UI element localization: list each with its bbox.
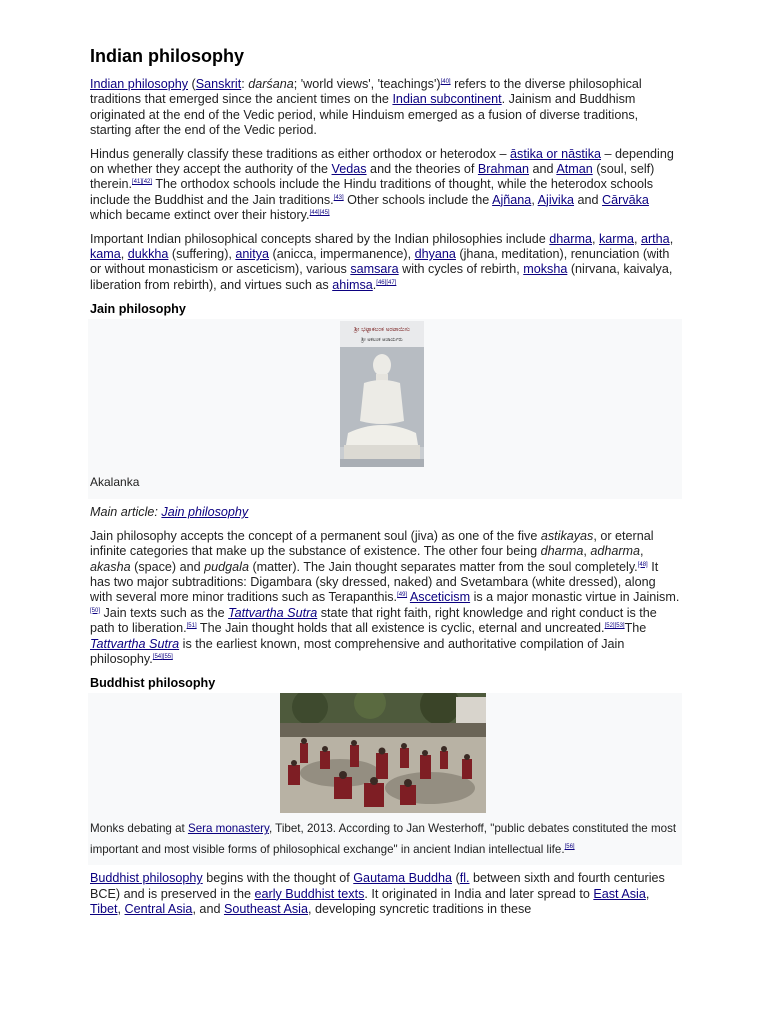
link-vedas[interactable]: Vedas xyxy=(331,162,367,177)
link-floruit[interactable]: fl. xyxy=(459,871,470,886)
link-buddhist-philosophy[interactable]: Buddhist philosophy xyxy=(90,871,203,886)
ref-49[interactable]: [49] xyxy=(397,592,408,599)
buddhist-paragraph: Buddhist philosophy begins with the thought of Gautama Buddha (fl. between sixth and fourth centuries BCE) and is preserved in the early Buddhist texts. It originated in India and later spread to East Asia, Tibet, Central Asia, and Southeast Asia, developing syncretic traditions in these xyxy=(90,871,665,917)
link-sanskrit[interactable]: Sanskrit xyxy=(195,77,242,91)
akalanka-statue-illustration xyxy=(340,321,424,467)
link-indian-subcontinent[interactable]: Indian subcontinent xyxy=(392,92,502,107)
ref-44[interactable]: [44] xyxy=(309,210,320,217)
link-artha[interactable]: artha xyxy=(640,231,670,246)
ref-45[interactable]: [45] xyxy=(319,210,330,217)
figure-caption-akalanka: Akalanka xyxy=(90,475,140,490)
link-ajnana[interactable]: Ajñana xyxy=(492,192,532,207)
link-gautama-buddha[interactable]: Gautama Buddha xyxy=(353,871,452,886)
link-tibet[interactable]: Tibet xyxy=(90,902,118,917)
link-atman[interactable]: Atman xyxy=(556,162,593,177)
ref-50[interactable]: [50] xyxy=(90,607,101,614)
ref-48[interactable]: [48] xyxy=(637,561,648,568)
ref-55[interactable]: [55] xyxy=(162,653,173,660)
ref-54[interactable]: [54] xyxy=(152,653,163,660)
ref-51[interactable]: [51] xyxy=(186,623,197,630)
link-dharma[interactable]: dharma xyxy=(549,231,592,246)
link-kama[interactable]: kama xyxy=(90,247,121,262)
monks-debating-illustration xyxy=(280,693,486,813)
link-early-buddhist-texts[interactable]: early Buddhist texts xyxy=(254,886,365,901)
jain-paragraph: Jain philosophy accepts the concept of a permanent soul (jiva) as one of the five astikayas, or eternal infinite categories that make up the substance of existence. The other four being dharma, adharma, akasha (space) and pudgala (matter). The Jain thought separates matter from the soul completely.[48] It has two major subtraditions: Digambara (sky dressed, naked) and Svetambara (white dressed), along with several more minor traditions such as Terapanthis.[49] Asceticism is a major monastic virtue in Jainism.[50] Jain texts such as the Tattvartha Sutra state that right faith, right knowledge and right conduct is the path to liberation.[51] The Jain thought holds that all existence is cyclic, eternal and uncreated.[52][53]The Tattvartha Sutra is the earliest known, most comprehensive and authoritative compilation of Jain philosophy.[54][55] xyxy=(90,528,680,666)
link-karma[interactable]: karma xyxy=(598,231,634,246)
article-content xyxy=(90,44,680,926)
figure-akalanka xyxy=(88,319,682,499)
sign-text-line2: ಶ್ರೀ ಅಕಲಂಕ ಆಚಾರ್ಯರು xyxy=(361,337,403,344)
link-anitya[interactable]: anitya xyxy=(235,247,269,262)
link-ahimsa[interactable]: ahimsa xyxy=(332,277,373,292)
link-main-article-jain[interactable]: Jain philosophy xyxy=(161,505,249,520)
ref-40[interactable]: [40] xyxy=(440,79,451,85)
main-article-hatnote: Main article: Jain philosophy xyxy=(90,505,249,520)
ref-46[interactable]: [46] xyxy=(376,279,387,286)
section-heading-buddhist: Buddhist philosophy xyxy=(90,676,216,691)
link-sera-monastery[interactable]: Sera monastery xyxy=(187,822,269,836)
figure-sera-monastery xyxy=(88,693,682,865)
link-brahman[interactable]: Brahman xyxy=(477,162,529,177)
link-tattvartha-sutra[interactable]: Tattvartha Sutra xyxy=(228,605,318,620)
link-moksha[interactable]: moksha xyxy=(523,262,568,277)
akalanka-statue-image[interactable] xyxy=(340,321,424,467)
link-ajivika[interactable]: Ajivika xyxy=(537,192,575,207)
sign-text-line1: ಶ್ರೀ ಭಟ್ಟಾಕಲಂಕ ಅಂಟಾಯಿಸು xyxy=(354,326,410,334)
ref-47[interactable]: [47] xyxy=(386,279,397,286)
ref-42[interactable]: [42] xyxy=(142,179,153,186)
concepts-paragraph: Important Indian philosophical concepts shared by the Indian philosophies include dharma, karma, artha, kama, dukkha (suffering), anitya (anicca, impermanence), dhyana (jhana, meditation), renunciation (with or without monasticism or asceticism), various samsara with cycles of rebirth, moksha (nirvana, kaivalya, liberation from rebirth), and virtues such as ahimsa.[46][47] xyxy=(90,231,674,292)
page-title: Indian philosophy xyxy=(90,46,244,66)
link-carvaka[interactable]: Cārvāka xyxy=(602,192,649,207)
ref-43[interactable]: [43] xyxy=(333,194,344,201)
link-samsara[interactable]: samsara xyxy=(350,262,399,277)
link-indian-philosophy[interactable]: Indian philosophy xyxy=(90,77,189,91)
figure-caption-sera: Monks debating at Sera monastery, Tibet, 2013. According to Jan Westerhoff, "public debates constituted the most important and most visible forms of philosophical exchange" in ancient Indian intellectual life.[56] xyxy=(90,822,677,857)
intro-paragraph: Indian philosophy (Sanskrit: darśana; 'world views', 'teachings')[40] refers to the diverse philosophical traditions that emerged since the ancient times on the Indian subcontinent. Jainism and Buddhism originated at the end of the Vedic period, while Hinduism emerged as a fusion of diverse traditions, starting after the end of the Vedic period. xyxy=(90,77,642,138)
link-asceticism[interactable]: Asceticism xyxy=(409,590,471,605)
ref-52[interactable]: [52] xyxy=(604,623,615,630)
link-tattvartha-sutra-2[interactable]: Tattvartha Sutra xyxy=(90,636,180,651)
ref-41[interactable]: [41] xyxy=(132,179,143,186)
section-heading-jain: Jain philosophy xyxy=(90,302,186,317)
link-dukkha[interactable]: dukkha xyxy=(127,247,169,262)
ref-56[interactable]: [56] xyxy=(564,844,575,851)
link-central-asia[interactable]: Central Asia xyxy=(124,902,193,917)
ref-53[interactable]: [53] xyxy=(614,623,625,630)
link-southeast-asia[interactable]: Southeast Asia xyxy=(223,902,308,917)
classification-paragraph: Hindus generally classify these traditions as either orthodox or heterodox – āstika or nāstika – depending on whether they accept the authority of the Vedas and the theories of Brahman and Atman (soul, self) therein.[41][42] The orthodox schools include the Hindu traditions of thought, while the heterodox schools include the Buddhist and the Jain traditions.[43] Other schools include the Ajñana, Ajivika and Cārvāka which became extinct over their history.[44][45] xyxy=(90,146,674,223)
link-astika-nastika[interactable]: āstika or nāstika xyxy=(510,146,602,161)
monks-debating-image[interactable] xyxy=(280,693,486,813)
link-dhyana[interactable]: dhyana xyxy=(414,247,456,262)
link-east-asia[interactable]: East Asia xyxy=(593,886,646,901)
